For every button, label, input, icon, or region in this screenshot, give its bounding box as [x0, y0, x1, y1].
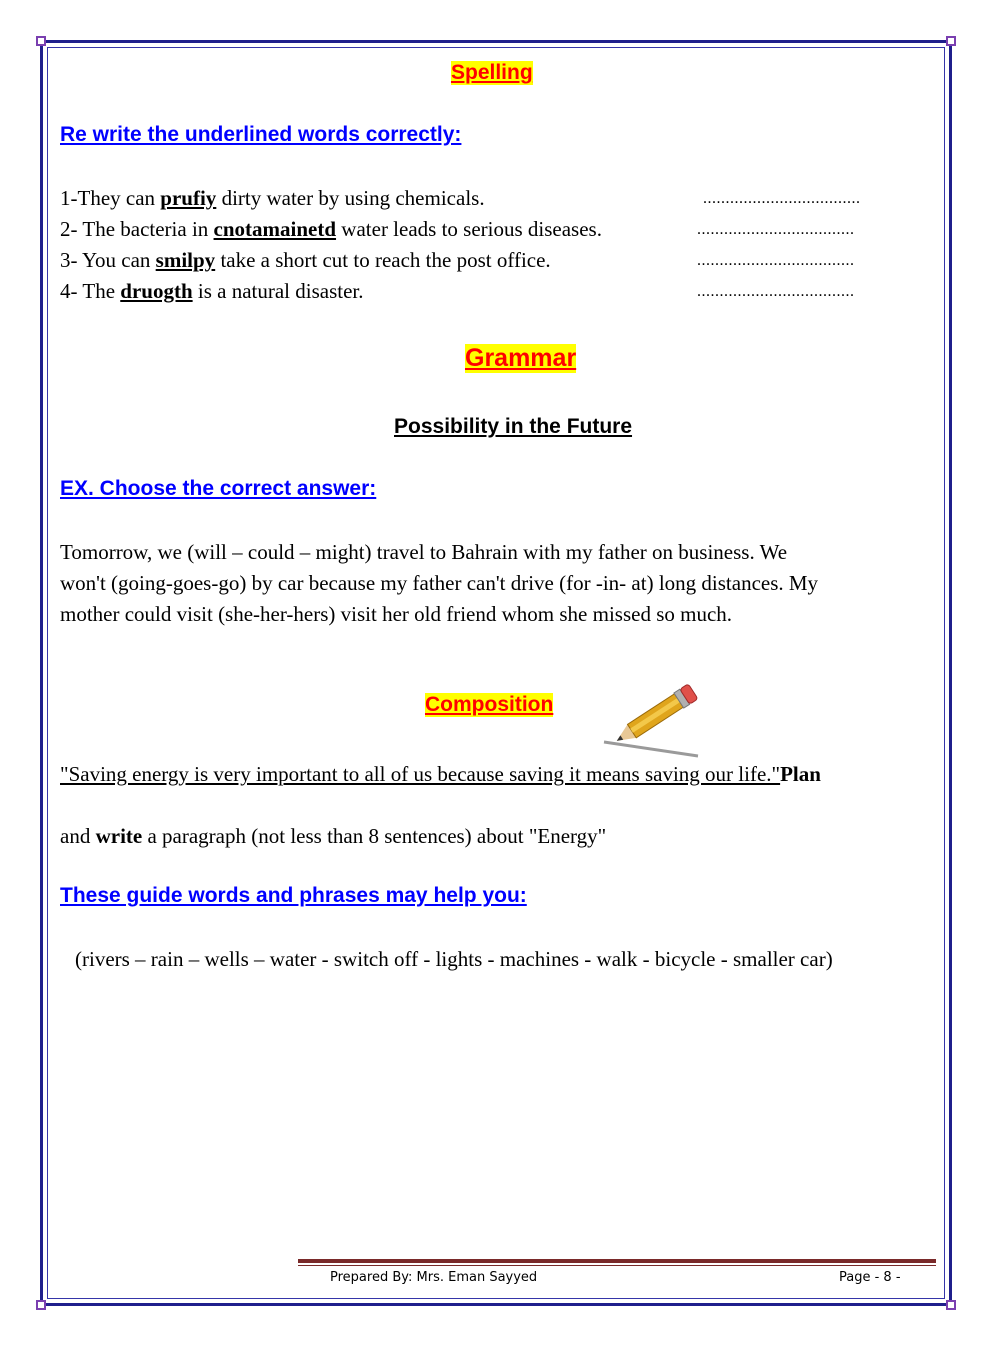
pencil-icon [598, 682, 706, 758]
composition-title: Composition [425, 693, 554, 716]
spelling-item-after: take a short cut to reach the post office. [215, 248, 551, 272]
guide-words: (rivers – rain – wells – water - switch off - lights - machines - walk - bicycle - smaller car) [75, 947, 833, 971]
grammar-subtitle: Possibility in the Future [394, 415, 633, 438]
spelling-item-before: 2- The bacteria in [60, 217, 214, 241]
spelling-item-before: 1-They can [60, 186, 161, 210]
line2-rest: a paragraph (not less than 8 sentences) about "Energy" [142, 824, 607, 848]
answer-blank[interactable]: ................................... [697, 252, 855, 269]
passage-line: mother could visit (she-her-hers) visit her old friend whom she missed so much. [60, 602, 733, 626]
answer-blank[interactable]: ................................... [697, 283, 855, 300]
spelling-item-before: 4- The [60, 279, 121, 303]
guide-heading: These guide words and phrases may help you: [60, 884, 527, 907]
border-corner-ornament [946, 36, 956, 46]
line2-and: and [60, 824, 96, 848]
spelling-item-word: prufiy [160, 186, 217, 210]
spelling-item [60, 279, 364, 304]
footer-rule [298, 1259, 936, 1263]
passage-line: won't (going-goes-go) by car because my father can't drive (for -in- at) long distances. My [60, 571, 819, 595]
spelling-title: Spelling [451, 61, 533, 84]
grammar-title: Grammar [465, 344, 577, 372]
border-corner-ornament [946, 1300, 956, 1310]
exercise-label: EX. Choose the correct answer: [60, 477, 377, 500]
border-corner-ornament [36, 36, 46, 46]
write-word: write [95, 824, 143, 848]
prepared-by: Prepared By: Mrs. Eman Sayyed [330, 1270, 538, 1285]
spelling-item-word: druogth [120, 279, 193, 303]
spelling-instruction: Re write the underlined words correctly: [60, 123, 462, 146]
composition-prompt-line1 [60, 762, 821, 787]
composition-quote: "Saving energy is very important to all of us because saving it means saving our life." [60, 762, 781, 786]
border-corner-ornament [36, 1300, 46, 1310]
spelling-item-word: cnotamainetd [213, 217, 337, 241]
answer-blank[interactable]: ................................... [703, 190, 861, 207]
spelling-item-word: smilpy [155, 248, 216, 272]
passage-line: Tomorrow, we (will – could – might) travel to Bahrain with my father on business. We [60, 540, 788, 564]
spelling-item [60, 217, 602, 242]
spelling-item-after: water leads to serious diseases. [336, 217, 602, 241]
spelling-item-after: dirty water by using chemicals. [216, 186, 485, 210]
answer-blank[interactable]: ................................... [697, 221, 855, 238]
footer-rule [298, 1265, 936, 1266]
spelling-item [60, 186, 485, 211]
spelling-item-after: is a natural disaster. [192, 279, 364, 303]
page-number: Page - 8 - [839, 1270, 901, 1285]
spelling-item [60, 248, 551, 273]
spelling-item-before: 3- You can [60, 248, 156, 272]
composition-prompt-line2 [60, 824, 606, 849]
plan-word: Plan [780, 762, 821, 786]
